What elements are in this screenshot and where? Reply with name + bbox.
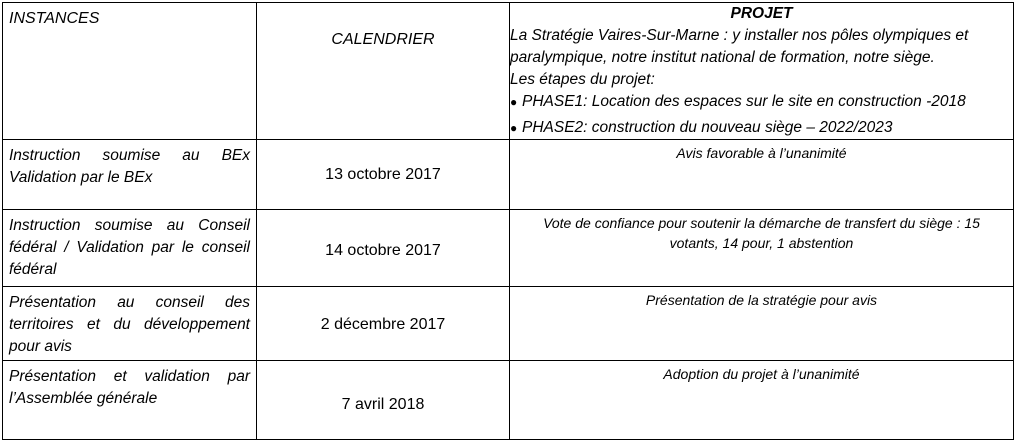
header-etapes-label: Les étapes du projet: — [510, 71, 655, 88]
projet-cell — [510, 287, 1014, 361]
header-calendrier-cell — [257, 3, 510, 140]
header-instances-cell — [3, 3, 257, 140]
date-cell — [257, 210, 510, 287]
projet-cell — [510, 210, 1014, 287]
table-row — [3, 287, 1014, 361]
phase-text: PHASE2: construction du nouveau siège – 2022/2023 — [522, 119, 893, 136]
instance-cell — [3, 140, 257, 210]
date-cell — [257, 361, 510, 440]
instance-text: Instruction soumise au Conseil fédéral / Validation par le conseil fédéral — [9, 217, 250, 278]
projet-text: Adoption du projet à l’unanimité — [663, 366, 860, 382]
date-text: 13 octobre 2017 — [325, 166, 441, 183]
date-cell — [257, 287, 510, 361]
header-projet-title: PROJET — [730, 5, 793, 22]
bullet-icon: ● — [510, 121, 518, 135]
instance-cell — [3, 287, 257, 361]
phase-list-item — [510, 117, 1013, 139]
phase-list-item — [510, 91, 1013, 113]
header-projet-cell — [510, 3, 1014, 140]
table-row — [3, 361, 1014, 440]
date-cell — [257, 140, 510, 210]
header-row — [3, 3, 1014, 140]
header-projet-description: La Stratégie Vaires-Sur-Marne : y installer nos pôles olympiques et paralympique, notre institut national de formation, notre siège. — [510, 27, 969, 66]
table-row — [3, 140, 1014, 210]
projet-cell — [510, 140, 1014, 210]
instances-calendar-table — [2, 2, 1014, 440]
instance-text: Présentation au conseil des territoires et du développement pour avis — [9, 294, 250, 355]
header-instances: INSTANCES — [9, 10, 100, 27]
projet-text: Vote de confiance pour soutenir la démarche de transfert du siège : 15 votants, 14 pour, 1 abstention — [543, 215, 980, 251]
table-row — [3, 210, 1014, 287]
projet-text: Présentation de la stratégie pour avis — [645, 292, 878, 308]
instance-text: Présentation et validation par l’Assemblée générale — [9, 368, 250, 407]
instance-cell — [3, 361, 257, 440]
phase-text: PHASE1: Location des espaces sur le site en construction -2018 — [522, 93, 966, 110]
instance-text: Instruction soumise au BEx Validation par le BEx — [9, 147, 250, 186]
header-calendrier: CALENDRIER — [331, 31, 435, 48]
bullet-icon: ● — [510, 95, 518, 109]
projet-text: Avis favorable à l’unanimité — [676, 145, 847, 161]
date-text: 2 décembre 2017 — [320, 316, 446, 333]
instance-cell — [3, 210, 257, 287]
projet-cell — [510, 361, 1014, 440]
date-text: 7 avril 2018 — [341, 396, 425, 413]
date-text: 14 octobre 2017 — [325, 242, 441, 259]
